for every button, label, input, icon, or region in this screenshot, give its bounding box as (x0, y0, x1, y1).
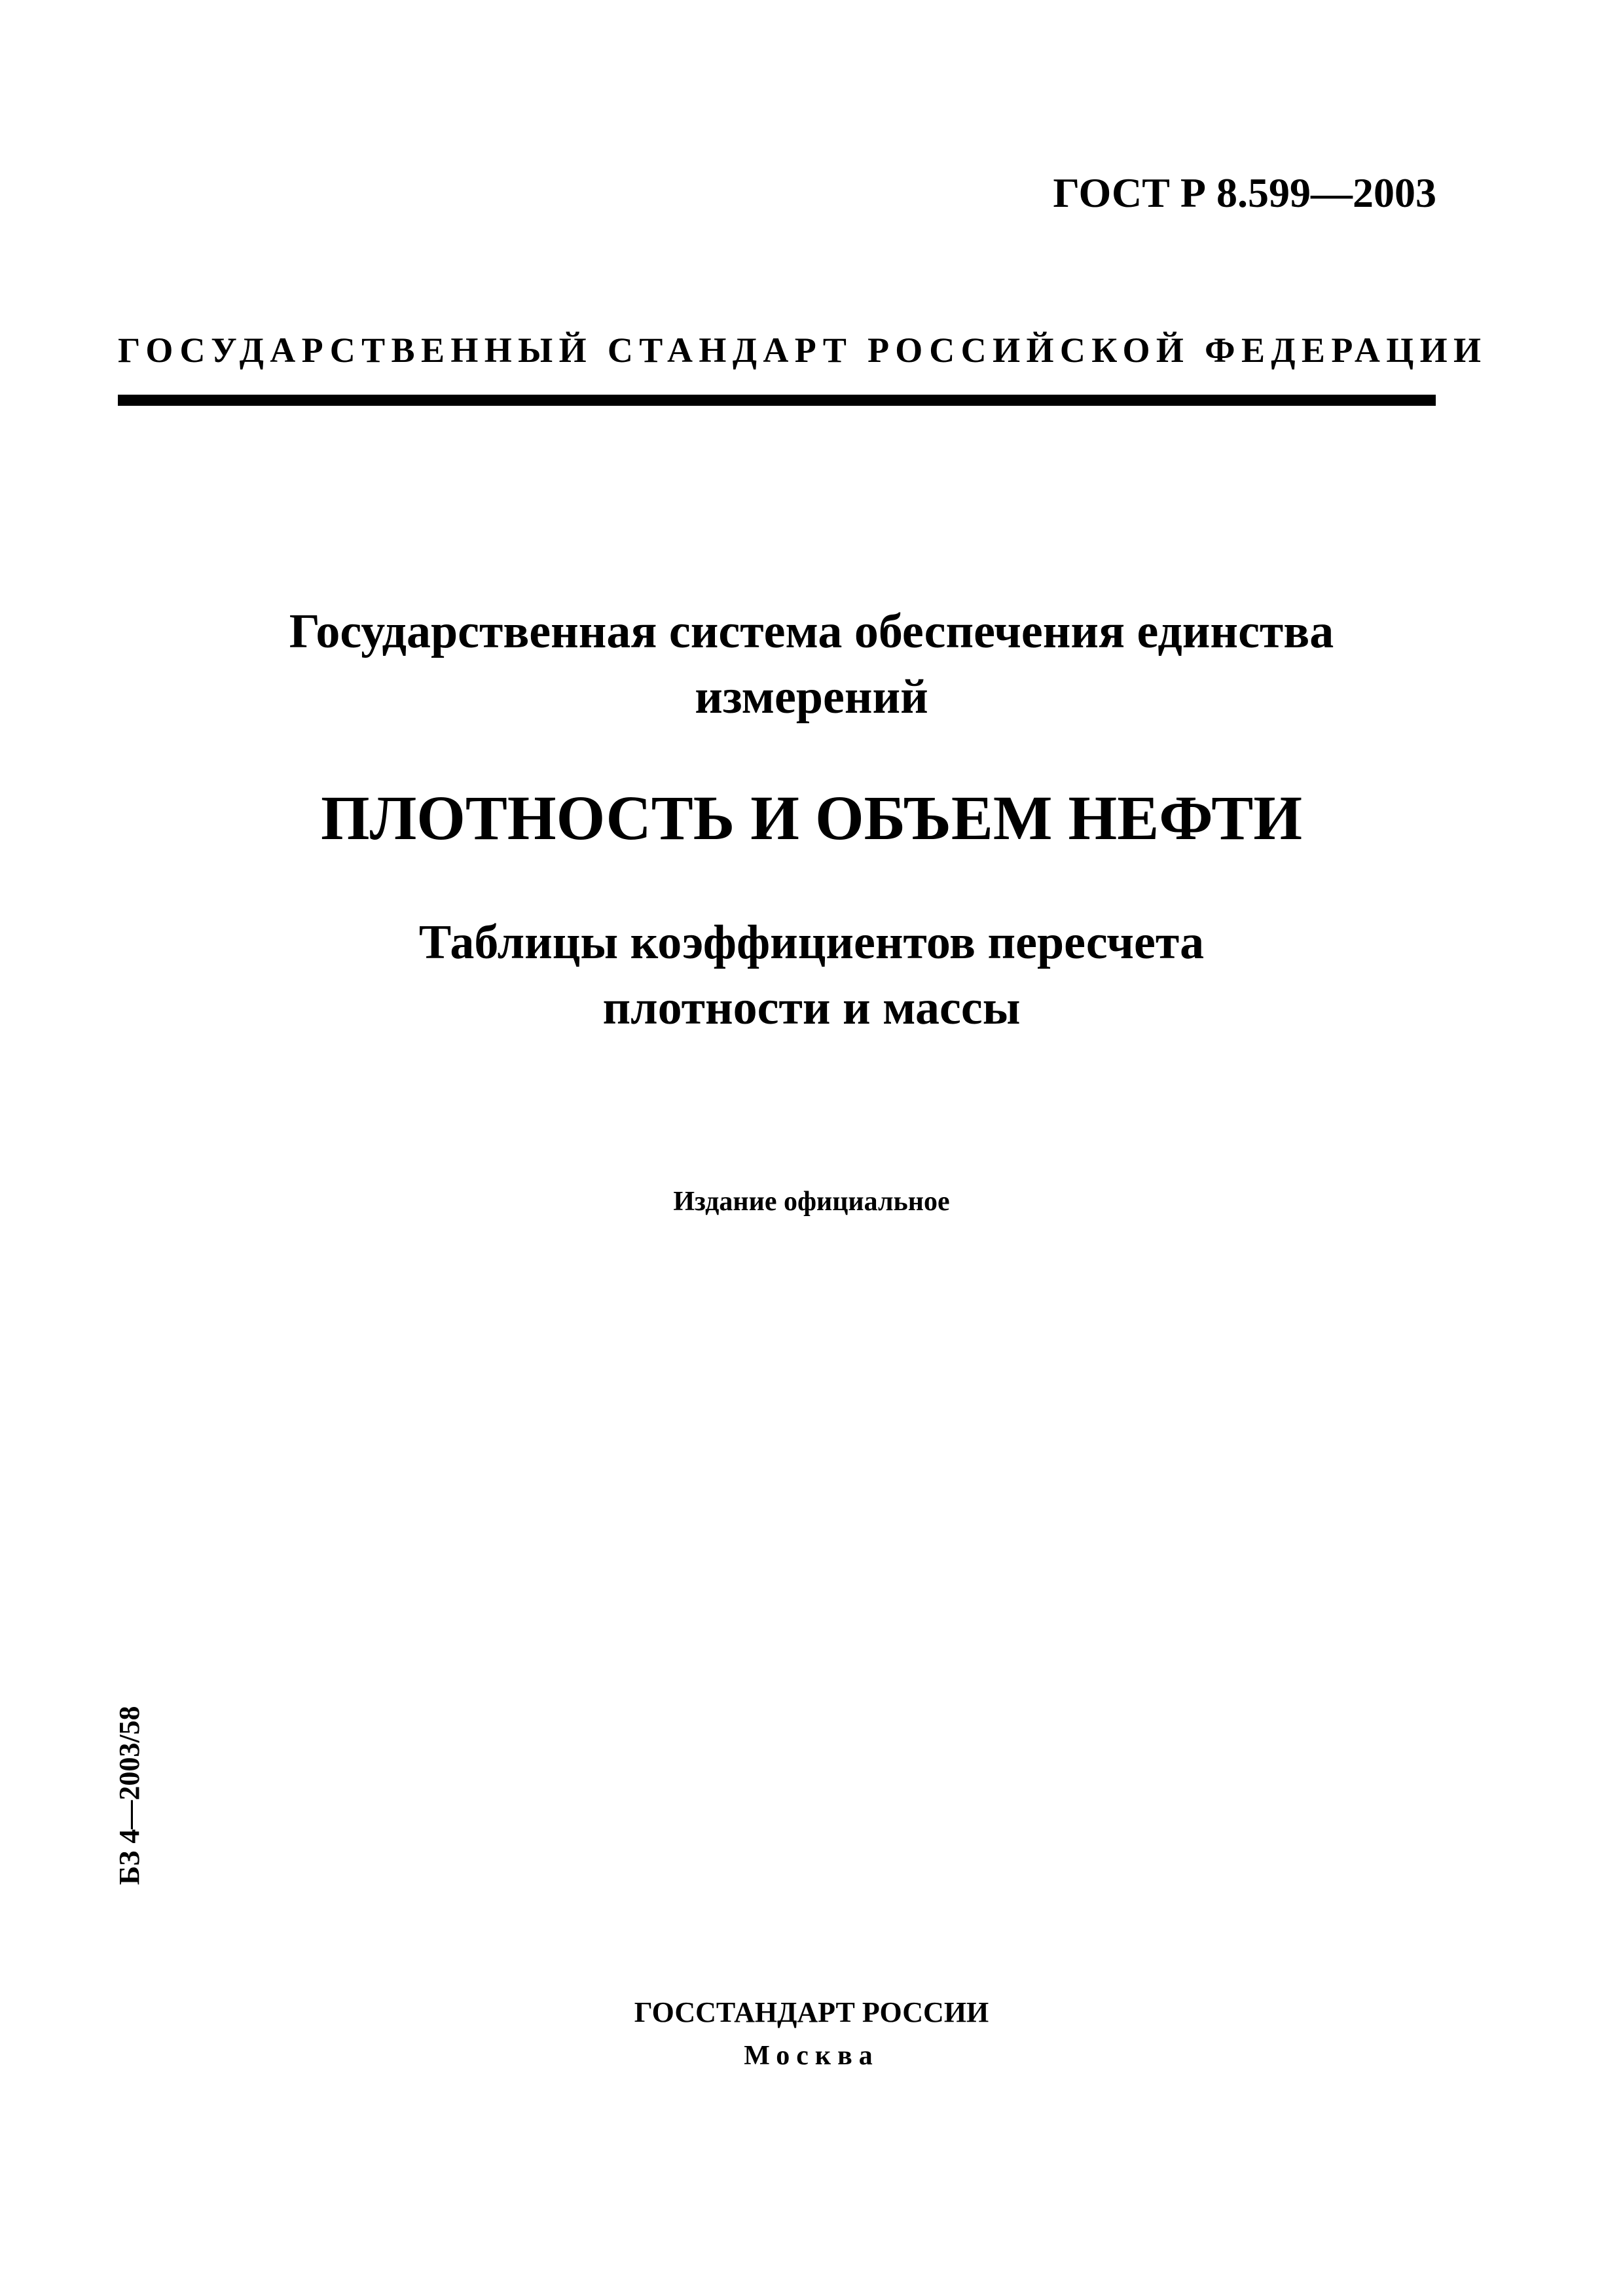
series-title (0, 599, 1623, 730)
publisher-city: Москва (744, 2041, 879, 2071)
subtitle (0, 910, 1623, 1041)
series-title-line-1: Государственная система обеспечения единства (289, 605, 1334, 658)
header-line: ГОСУДАРСТВЕННЫЙ СТАНДАРТ РОССИЙСКОЙ ФЕДЕРАЦИИ (118, 331, 1487, 370)
main-title: ПЛОТНОСТЬ И ОБЪЕМ НЕФТИ (321, 783, 1302, 853)
header-rule (118, 395, 1436, 406)
subtitle-line-2: плотности и массы (602, 981, 1021, 1035)
side-code: БЗ 4—2003/58 (113, 1706, 145, 1885)
series-title-line-2: измерений (695, 670, 928, 724)
standard-designation: ГОСТ Р 8.599—2003 (1053, 170, 1436, 216)
edition-label: Издание официальное (673, 1187, 950, 1217)
subtitle-line-1: Таблицы коэффициентов пересчета (418, 916, 1205, 969)
publisher: ГОССТАНДАРТ РОССИИ (634, 1996, 989, 2028)
